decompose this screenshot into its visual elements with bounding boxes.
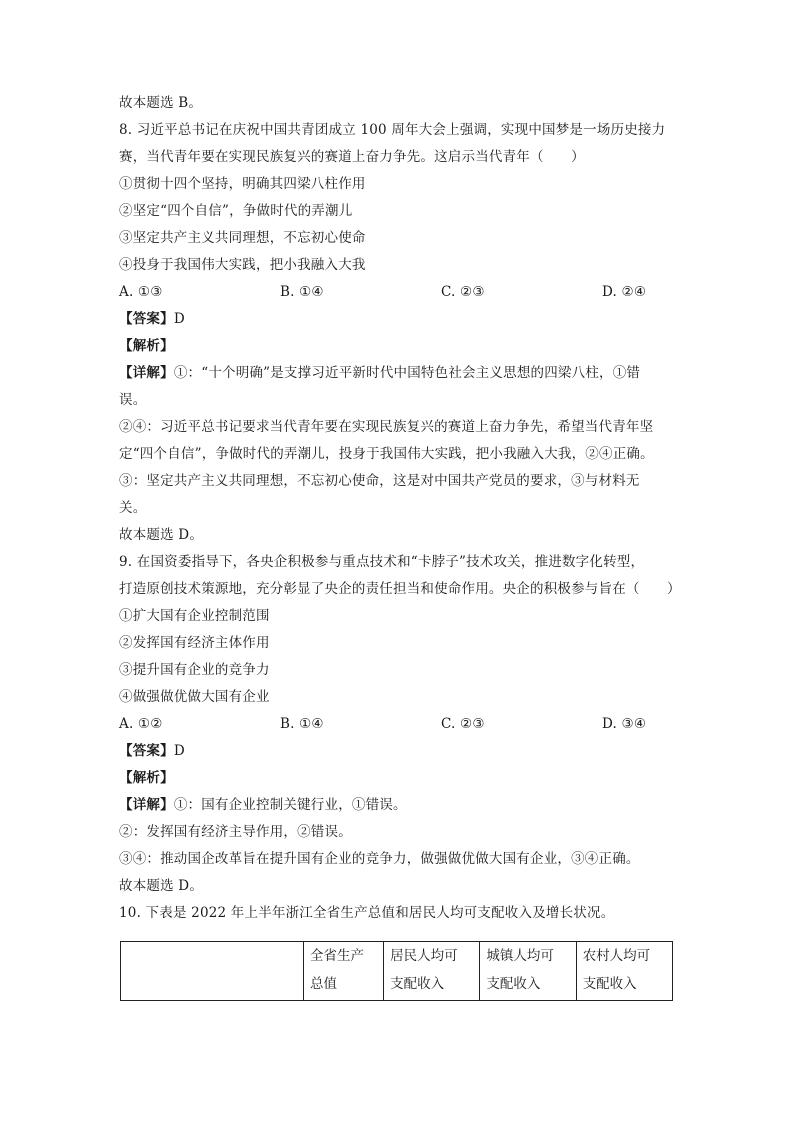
- q8-stem-line-2: 赛，当代青年要在实现民族复兴的赛道上奋力争先。这启示当代青年（ ）: [119, 149, 585, 165]
- q8-option-3: ③坚定共产主义共同理想，不忘初心使命: [119, 230, 366, 246]
- header-line: 城镇人均可: [486, 948, 554, 964]
- table-header-rural-income: [576, 942, 672, 1001]
- q9-choice-d: D. ③④: [602, 716, 647, 732]
- q8-option-4: ④投身于我国伟大实践，把小我融入大我: [119, 257, 366, 273]
- q9-answer: [119, 738, 679, 765]
- answer-label: 【答案】: [119, 311, 174, 327]
- table-header-resident-income: [384, 942, 480, 1001]
- header-line: 全省生产: [310, 948, 364, 964]
- header-line: 农村人均可: [582, 948, 651, 964]
- q9-stem-line-1: 9. 在国资委指导下，各央企积极参与重点技术和“卡脖子”技术攻关，推进数字化转型，: [119, 554, 645, 570]
- detail-label: 【详解】: [119, 365, 174, 381]
- header-line: 支配收入: [582, 976, 637, 992]
- answer-value: D: [173, 743, 185, 759]
- analysis-label: 【解析】: [119, 770, 174, 786]
- q9-choice-b: B. ①④: [280, 716, 324, 732]
- q8-detail-5: ③：坚定共产主义共同理想，不忘初心使命，这是对中国共产党员的要求，③与材料无: [119, 473, 640, 489]
- document-body: [119, 90, 679, 927]
- q9-choice-a: A. ①②: [119, 716, 163, 732]
- q8-option-1: ①贯彻十四个坚持，明确其四梁八柱作用: [119, 176, 366, 192]
- q9-detail-1: [119, 792, 679, 819]
- q9-option-1: ①扩大国有企业控制范围: [119, 608, 270, 624]
- header-line: 支配收入: [390, 976, 445, 992]
- header-line: 居民人均可: [390, 948, 458, 964]
- q9-detail-2: ②：发挥国有经济主导作用，②错误。: [119, 824, 352, 840]
- q8-choices: [119, 279, 679, 306]
- answer-label: 【答案】: [119, 743, 174, 759]
- q9-stem-line-2: 打造原创技术策源地，充分彰显了央企的责任担当和使命作用。央企的积极参与旨在（ ）: [119, 581, 681, 597]
- header-line: 总值: [310, 976, 337, 992]
- q8-conclusion: 故本题选 D。: [119, 527, 204, 543]
- answer-value: D: [173, 311, 185, 327]
- detail-text: ①：国有企业控制关键行业，①错误。: [173, 797, 407, 813]
- q8-choice-c: C. ②③: [441, 284, 485, 300]
- q8-choice-b: B. ①④: [280, 284, 324, 300]
- q9-option-2: ②发挥国有经济主体作用: [119, 635, 270, 651]
- q8-stem-line-1: 8. 习近平总书记在庆祝中国共青团成立 100 周年大会上强调，实现中国梦是一场历史接力: [119, 122, 666, 138]
- analysis-label: 【解析】: [119, 338, 174, 354]
- prev-conclusion: 故本题选 B。: [119, 95, 203, 111]
- q8-option-2: ②坚定“四个自信”，争做时代的弄潮儿: [119, 203, 353, 219]
- q9-choice-c: C. ②③: [441, 716, 485, 732]
- q8-detail-1: [119, 360, 679, 387]
- table-header-urban-income: [480, 942, 576, 1001]
- detail-text: ①：“十个明确”是支撑习近平新时代中国特色社会主义思想的四梁八柱，①错: [173, 365, 641, 381]
- q8-detail-2: 误。: [119, 392, 147, 408]
- q9-choices: [119, 711, 679, 738]
- q9-analysis: [119, 765, 679, 792]
- q9-detail-3: ③④：推动国企改革旨在提升国有企业的竞争力，做强做优做大国有企业，③④正确。: [119, 851, 640, 867]
- q9-option-4: ④做强做优做大国有企业: [119, 689, 270, 705]
- q8-choice-d: D. ②④: [602, 284, 647, 300]
- q8-choice-a: A. ①③: [119, 284, 163, 300]
- q8-detail-3: ②④：习近平总书记要求当代青年要在实现民族复兴的赛道上奋力争先，希望当代青年坚: [119, 419, 654, 435]
- header-line: 支配收入: [486, 976, 541, 992]
- detail-label: 【详解】: [119, 797, 174, 813]
- q8-detail-4: 定“四个自信”，争做时代的弄潮儿，投身于我国伟大实践，把小我融入大我，②④正确。: [119, 446, 654, 462]
- q8-detail-6: 关。: [119, 500, 147, 516]
- table-header-gdp: [304, 942, 384, 1001]
- q9-option-3: ③提升国有企业的竞争力: [119, 662, 270, 678]
- q8-answer: [119, 306, 679, 333]
- table-header-row: [121, 942, 673, 1001]
- q9-conclusion: 故本题选 D。: [119, 878, 204, 894]
- q8-analysis: [119, 333, 679, 360]
- income-table: [120, 941, 673, 1001]
- q10-intro: 10. 下表是 2022 年上半年浙江全省生产总值和居民人均可支配收入及增长状况。: [119, 905, 615, 921]
- table-corner-cell: [121, 942, 304, 1001]
